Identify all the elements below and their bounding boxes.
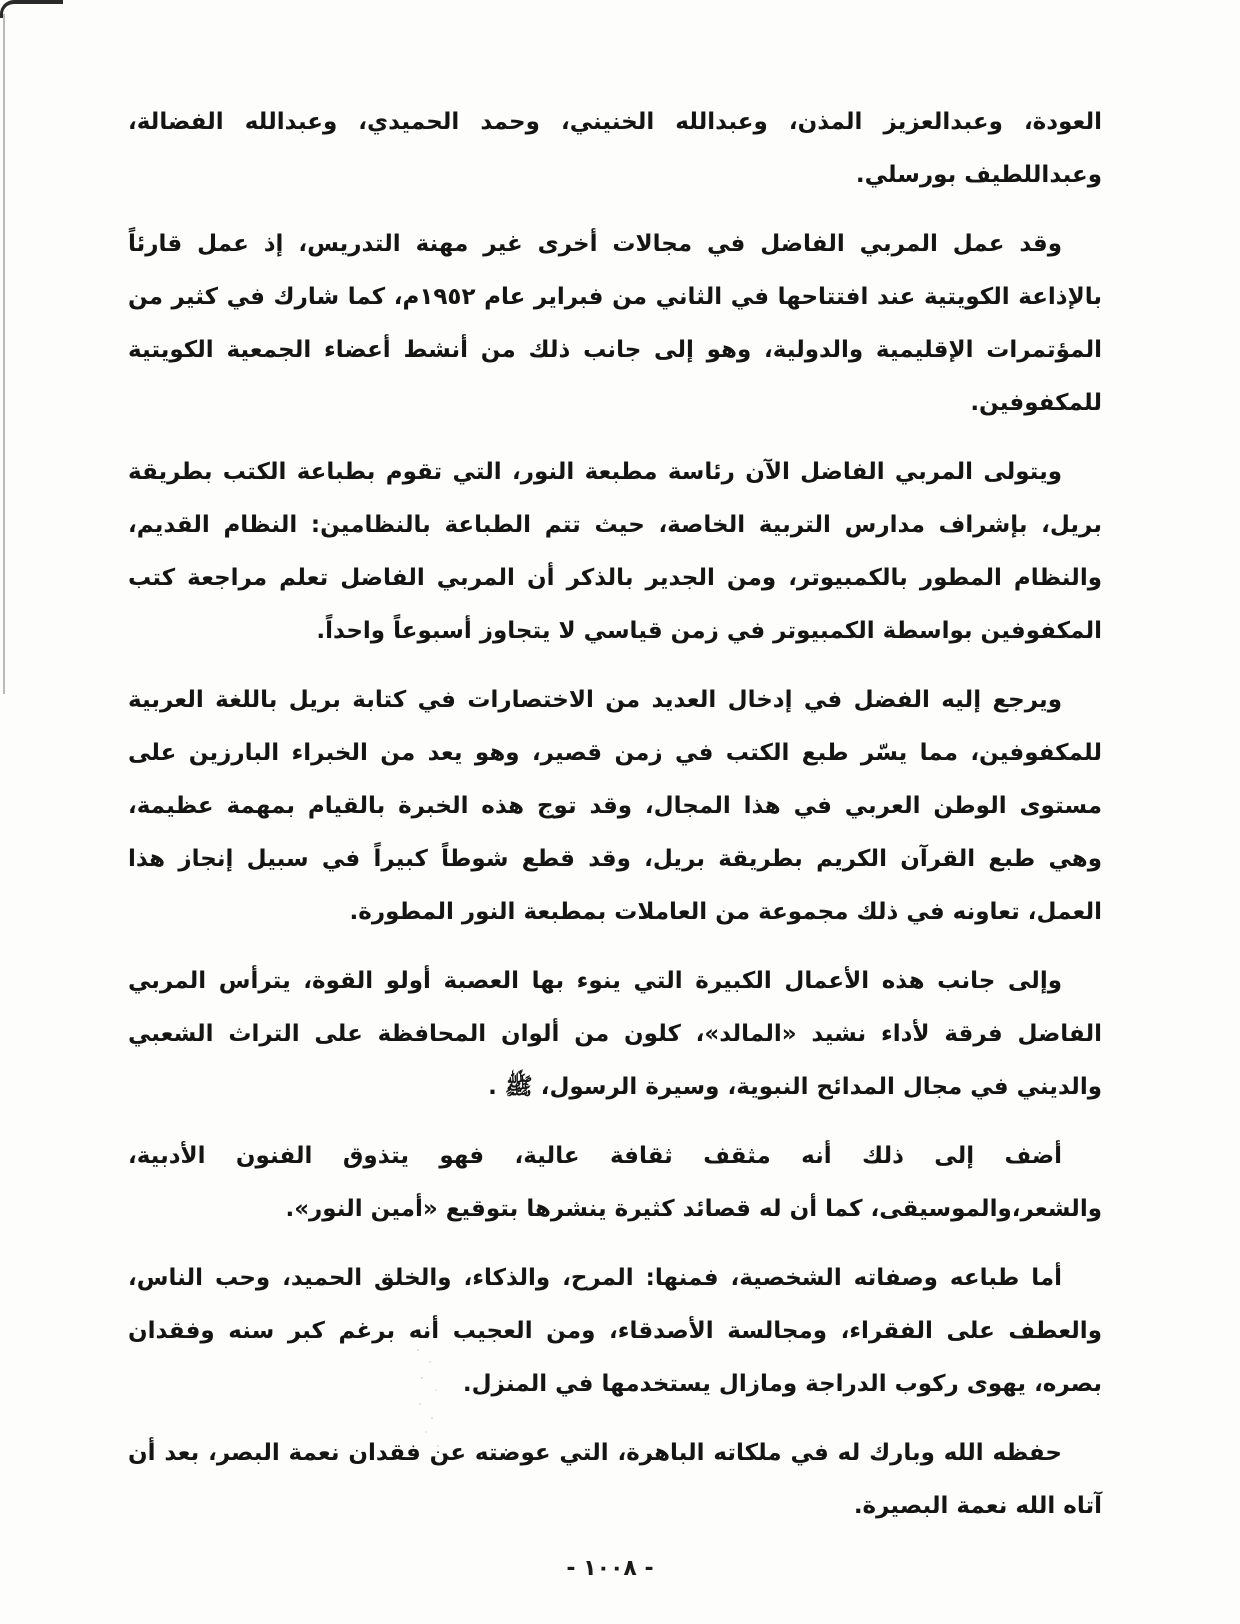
paragraph-5: وإلى جانب هذه الأعمال الكبيرة التي ينوء بها العصبة أولو القوة، يترأس المربي الفاضل فرقة لأداء نشيد «المالد»، كلون من ألوان المحافظة على التراث الشعبي والديني في مجال المدائح النبوية، وسيرة الرسول، ﷺ .	[128, 968, 1102, 1100]
paragraph-6: أضف إلى ذلك أنه مثقف ثقافة عالية، فهو يتذوق الفنون الأدبية، والشعر،والموسيقى، كما أن له قصائد كثيرة ينشرها بتوقيع «أمين النور».	[128, 1143, 1102, 1222]
scan-edge-line	[3, 14, 5, 694]
paragraph-3: ويتولى المربي الفاضل الآن رئاسة مطبعة النور، التي تقوم بطباعة الكتب بطريقة بريل، بإشراف مدارس التربية الخاصة، حيث تتم الطباعة بالنظامين: النظام القديم، والنظام المطور بالكمبيوتر، ومن الجدير بالذكر أن المربي الفاضل تعلم مراجعة كتب المكفوفين بواسطة الكمبيوتر في زمن قياسي لا يتجاوز أسبوعاً واحداً.	[128, 459, 1102, 644]
paragraph-4: ويرجع إليه الفضل في إدخال العديد من الاختصارات في كتابة بريل باللغة العربية للمكفوفين، مما يسّر طبع الكتب في زمن قصير، وهو يعد من الخبراء البارزين على مستوى الوطن العربي في هذا المجال، وقد توج هذه الخبرة بالقيام بمهمة عظيمة، وهي طبع القرآن الكريم بطريقة بريل، وقد قطع شوطاً كبيراً في سبيل إنجاز هذا العمل، تعاونه في ذلك مجموعة من العاملات بمطبعة النور المطورة.	[128, 687, 1102, 925]
page-number: - ١٠٠٨ -	[566, 1556, 654, 1581]
paragraph-1: العودة، وعبدالعزيز المذن، وعبدالله الخنيني، وحمد الحميدي، وعبدالله الفضالة، وعبداللطيف بورسلي.	[128, 109, 1102, 188]
paragraph-7: أما طباعه وصفاته الشخصية، فمنها: المرح، والذكاء، والخلق الحميد، وحب الناس، والعطف على الفقراء، ومجالسة الأصدقاء، ومن العجيب أنه برغم كبر سنه وفقدان بصره، يهوى ركوب الدراجة ومازال يستخدمها في المنزل.	[128, 1265, 1102, 1397]
paragraph-2: وقد عمل المربي الفاضل في مجالات أخرى غير مهنة التدريس، إذ عمل قارئاً بالإذاعة الكويتية عند افتتاحها في الثاني من فبراير عام ١٩٥٢م، كما شارك في كثير من المؤتمرات الإقليمية والدولية، وهو إلى جانب ذلك من أنشط أعضاء الجمعية الكويتية للمكفوفين.	[128, 231, 1102, 416]
paragraph-8: حفظه الله وبارك له في ملكاته الباهرة، التي عوضته عن فقدان نعمة البصر، بعد أن آتاه الله نعمة البصيرة.	[128, 1440, 1102, 1519]
scan-noise-dots	[410, 1340, 450, 1460]
body-text	[128, 96, 1102, 1549]
scan-corner-mark	[0, 0, 63, 18]
